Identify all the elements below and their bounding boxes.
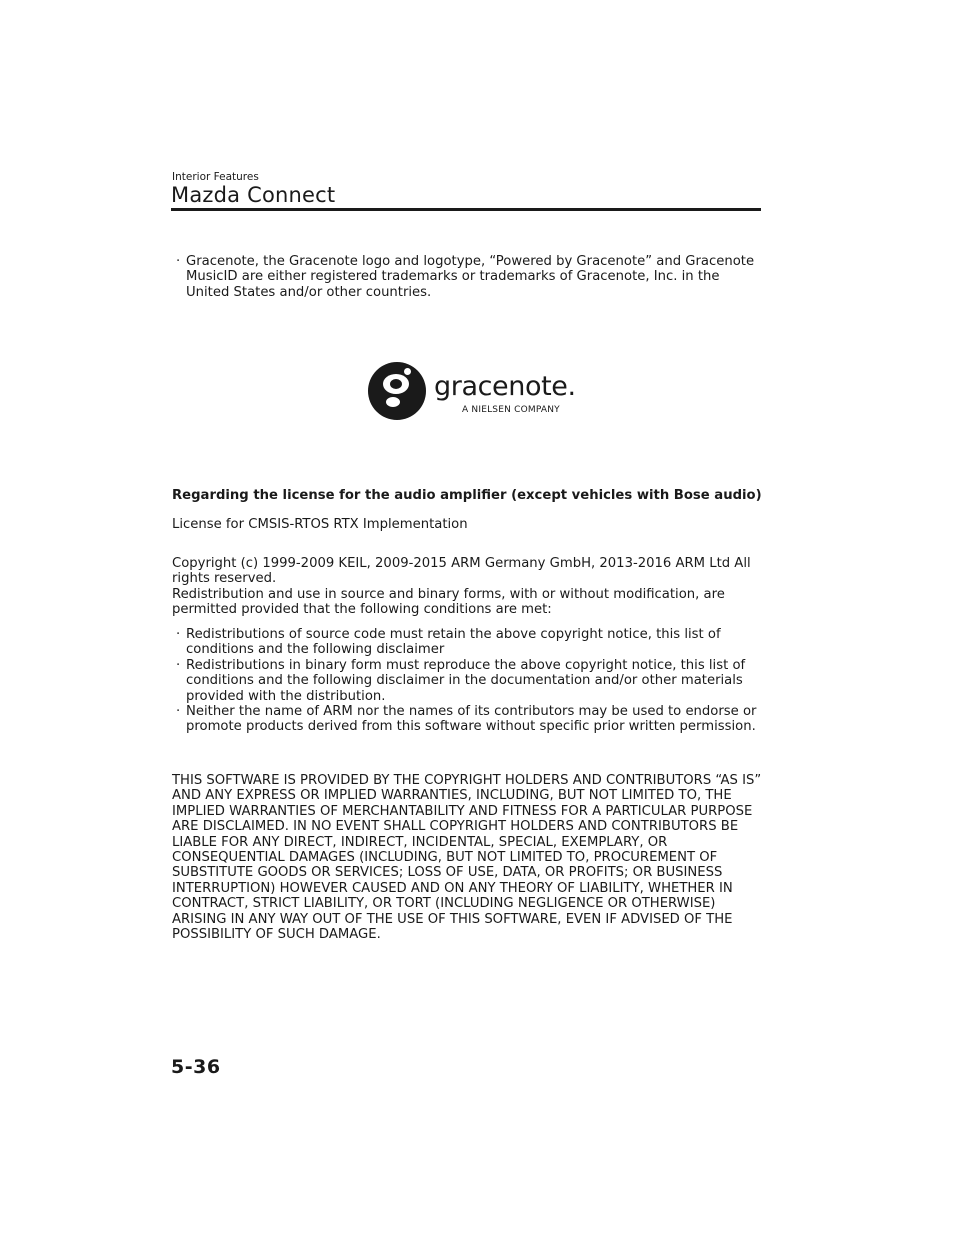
conditions-list: [172, 627, 762, 735]
gracenote-logo-mark-icon: [368, 362, 426, 420]
intro-bullet-list: [172, 254, 762, 300]
header-rule: [171, 208, 761, 211]
gracenote-logo: [368, 362, 588, 422]
copyright-block: [172, 556, 762, 618]
gracenote-tagline: A NIELSEN COMPANY: [462, 405, 560, 415]
gracenote-wordmark: gracenote.: [434, 371, 576, 402]
list-item: · Redistributions of source code must retain the above copyright notice, this list of conditions and the following disclaimer: [172, 627, 762, 658]
section-label: Interior Features: [172, 171, 259, 183]
redistribution-line: Redistribution and use in source and binary forms, with or without modification, are permitted provided that the following conditions are met:: [172, 586, 725, 618]
license-title: License for CMSIS-RTOS RTX Implementation: [172, 517, 468, 532]
copyright-line: Copyright (c) 1999-2009 KEIL, 2009-2015 ARM Germany GmbH, 2013-2016 ARM Ltd All rights reserved.: [172, 556, 751, 587]
section-heading: Regarding the license for the audio amplifier (except vehicles with Bose audio): [172, 488, 762, 503]
page-number: 5-36: [171, 1056, 221, 1078]
list-item: · Gracenote, the Gracenote logo and logotype, “Powered by Gracenote” and Gracenote MusicID are either registered trademarks or trademarks of Gracenote, Inc. in the United States and/or other countries.: [172, 254, 762, 300]
list-item: · Neither the name of ARM nor the names of its contributors may be used to endorse or promote products derived from this software without specific prior written permission.: [172, 704, 762, 735]
disclaimer-text: THIS SOFTWARE IS PROVIDED BY THE COPYRIGHT HOLDERS AND CONTRIBUTORS “AS IS” AND ANY EXPRESS OR IMPLIED WARRANTIES, INCLUDING, BUT NOT LIMITED TO, THE IMPLIED WARRANTIES OF MERCHANTABILITY AND FITNESS FOR A PARTICULAR PURPOSE ARE DISCLAIMED. IN NO EVENT SHALL COPYRIGHT HOLDERS AND CONTRIBUTORS BE LIABLE FOR ANY DIRECT, INDIRECT, INCIDENTAL, SPECIAL, EXEMPLARY, OR CONSEQUENTIAL DAMAGES (INCLUDING, BUT NOT LIMITED TO, PROCUREMENT OF SUBSTITUTE GOODS OR SERVICES; LOSS OF USE, DATA, OR PROFITS; OR BUSINESS INTERRUPTION) HOWEVER CAUSED AND ON ANY THEORY OF LIABILITY, WHETHER IN CONTRACT, STRICT LIABILITY, OR TORT (INCLUDING NEGLIGENCE OR OTHERWISE) ARISING IN ANY WAY OUT OF THE USE OF THIS SOFTWARE, EVEN IF ADVISED OF THE POSSIBILITY OF SUCH DAMAGE.: [172, 773, 762, 943]
chapter-title: Mazda Connect: [171, 183, 336, 207]
list-item: · Redistributions in binary form must reproduce the above copyright notice, this list of conditions and the following disclaimer in the documentation and/or other materials provided with the distribution.: [172, 658, 762, 704]
